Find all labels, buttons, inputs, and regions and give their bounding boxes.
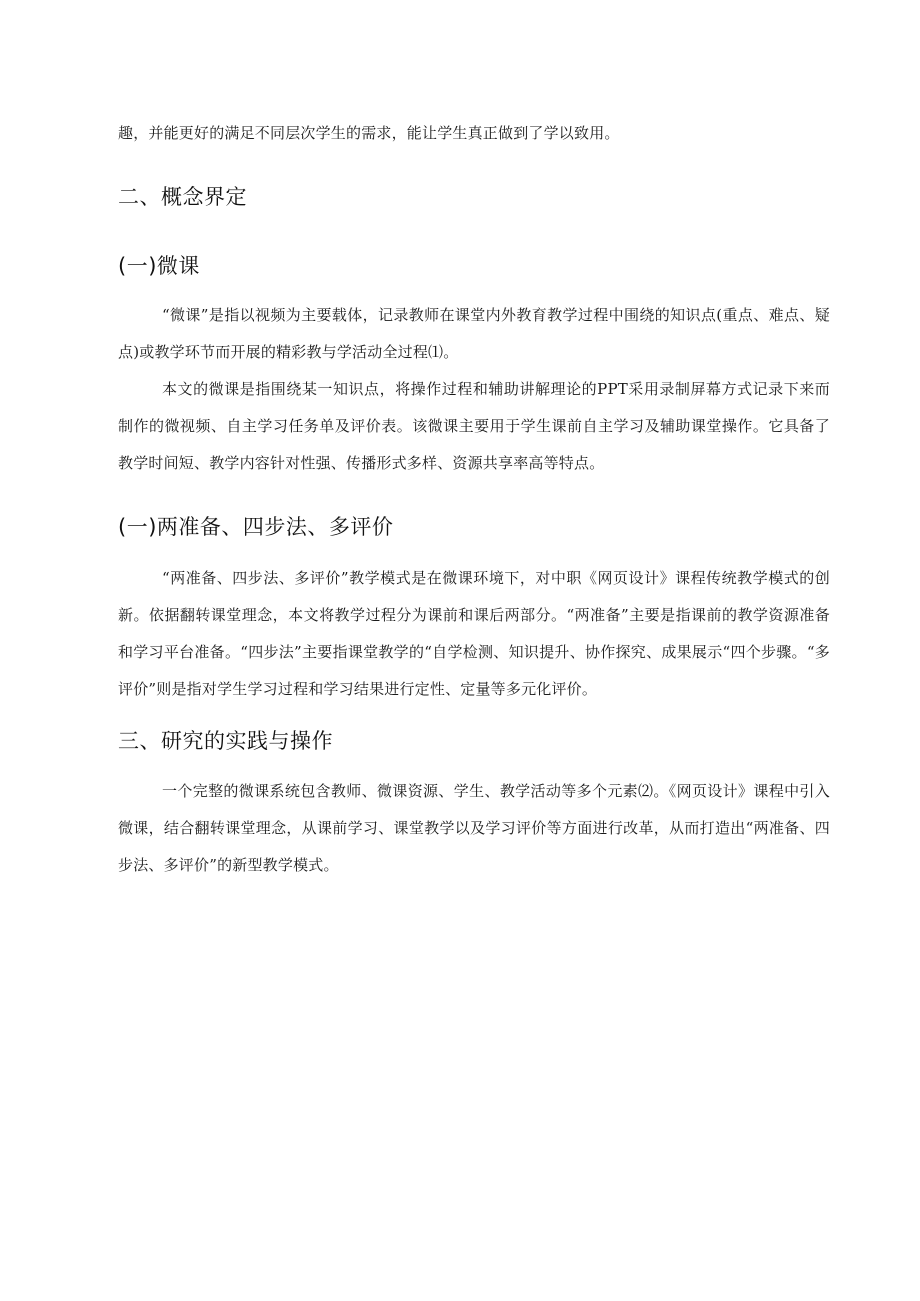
practice-paragraph: 一个完整的微课系统包含教师、微课资源、学生、教学活动等多个元素⑵。《网页设计》课程中引入微课，结合翻转课堂理念，从课前学习、课堂教学以及学习评价等方面进行改革，从而打造出“两准备、四步法、多评价”的新型教学模式。 xyxy=(118,782,830,874)
micro-lesson-definition-paragraph: “微课”是指以视频为主要载体，记录教师在课堂内外教育教学过程中围绕的知识点(重点、难点、疑点)或教学环节而开展的精彩教与学活动全过程⑴。 xyxy=(118,306,830,361)
continuation-paragraph: 趣，并能更好的满足不同层次学生的需求，能让学生真正做到了学以致用。 xyxy=(118,124,620,142)
subsection-micro-lesson-heading: (一)微课 xyxy=(118,254,200,278)
micro-lesson-scope-paragraph: 本文的微课是指围绕某一知识点，将操作过程和辅助讲解理论的PPT采用录制屏幕方式记录下来而制作的微视频、自主学习任务单及评价表。该微课主要用于学生课前自主学习及辅助课堂操作。它具备了教学时间短、教学内容针对性强、传播形式多样、资源共享率高等特点。 xyxy=(118,380,830,472)
section-3-heading: 三、研究的实践与操作 xyxy=(118,729,333,753)
subsection-teaching-model-heading: (一)两准备、四步法、多评价 xyxy=(118,515,394,539)
section-2-heading: 二、概念界定 xyxy=(118,185,247,209)
teaching-model-paragraph: “两准备、四步法、多评价”教学模式是在微课环境下，对中职《网页设计》课程传统教学模式的创新。依据翻转课堂理念，本文将教学过程分为课前和课后两部分。“两准备”主要是指课前的教学资源准备和学习平台准备。“四步法”主要指课堂教学的“自学检测、知识提升、协作探究、成果展示“四个步骤。“多评价”则是指对学生学习过程和学习结果进行定性、定量等多元化评价。 xyxy=(118,569,830,698)
